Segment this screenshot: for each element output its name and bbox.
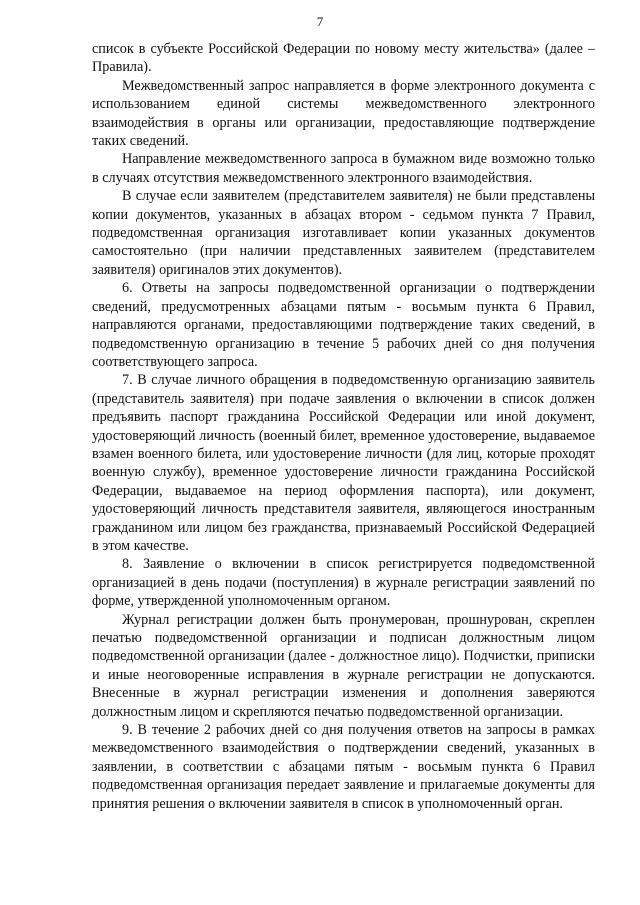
paragraph-continuation: список в субъекте Российской Федерации по новому месту жительства» (далее – Правила). [92, 41, 595, 76]
paragraph: Направление межведомственного запроса в бумажном виде возможно только в случаях отсутствия межведомственного электронного взаимодействия. [92, 151, 595, 186]
paragraph-item-6: 6. Ответы на запросы подведомственной организации о подтверждении сведений, предусмотренных абзацами пятым - восьмым пункта 6 Правил, направляются органами, предоставляющими подтверждение таких сведений, в подведомственную организацию в течение 5 рабочих дней со дня получения соответствующего запроса. [92, 280, 595, 370]
paragraph-item-8: 8. Заявление о включении в список регистрируется подведомственной организацией в день подачи (поступления) в журнале регистрации заявлений по форме, утвержденной уполномоченным органом. [92, 556, 595, 610]
paragraph: Межведомственный запрос направляется в форме электронного документа с использованием единой системы межведомственного электронного взаимодействия в органы или организации, предоставляющие подтверждение таких сведений. [92, 77, 595, 150]
document-body [92, 40, 595, 813]
paragraph-item-9: 9. В течение 2 рабочих дней со дня получения ответов на запросы в рамках межведомственного взаимодействия о подтверждении сведений, указанных в заявлении, в соответствии с абзацами пятым - восьмым пункта 6 Правил подведомственная организация передает заявление и прилагаемые документы для принятия решения о включении заявителя в список в уполномоченный орган. [92, 722, 595, 812]
paragraph: В случае если заявителем (представителем заявителя) не были представлены копии документов, указанных в абзацах втором - седьмом пункта 7 Правил, подведомственная организация изготавливает копии указанных документов самостоятельно (при наличии представленных заявителем (представителем заявителя) оригиналов этих документов). [92, 188, 595, 278]
paragraph: Журнал регистрации должен быть пронумерован, прошнурован, скреплен печатью подведомственной организации и подписан должностным лицом подведомственной организации (далее - должностное лицо). Подчистки, приписки и иные неоговоренные исправления в журнале регистрации не допускаются. Внесенные в журнал регистрации изменения и дополнения заверяются должностным лицом и скрепляются печатью подведомственной организации. [92, 611, 595, 720]
page-number: 7 [316, 14, 324, 29]
paragraph-item-7: 7. В случае личного обращения в подведомственную организацию заявитель (представитель заявителя) при подаче заявления о включении в список должен предъявить паспорт гражданина Российской Федерации или иной документ, удостоверяющий личность (военный билет, временное удостоверение, выдаваемое взамен военного билета, или удостоверение личности (для лиц, которые проходят военную службу), временное удостоверение личности гражданина Российской Федерации, выдаваемое на период оформления паспорта), или документ, удостоверяющий личность представителя заявителя, являющегося иностранным гражданином или лицом без гражданства, признаваемый Российской Федерацией в этом качестве. [92, 372, 595, 554]
